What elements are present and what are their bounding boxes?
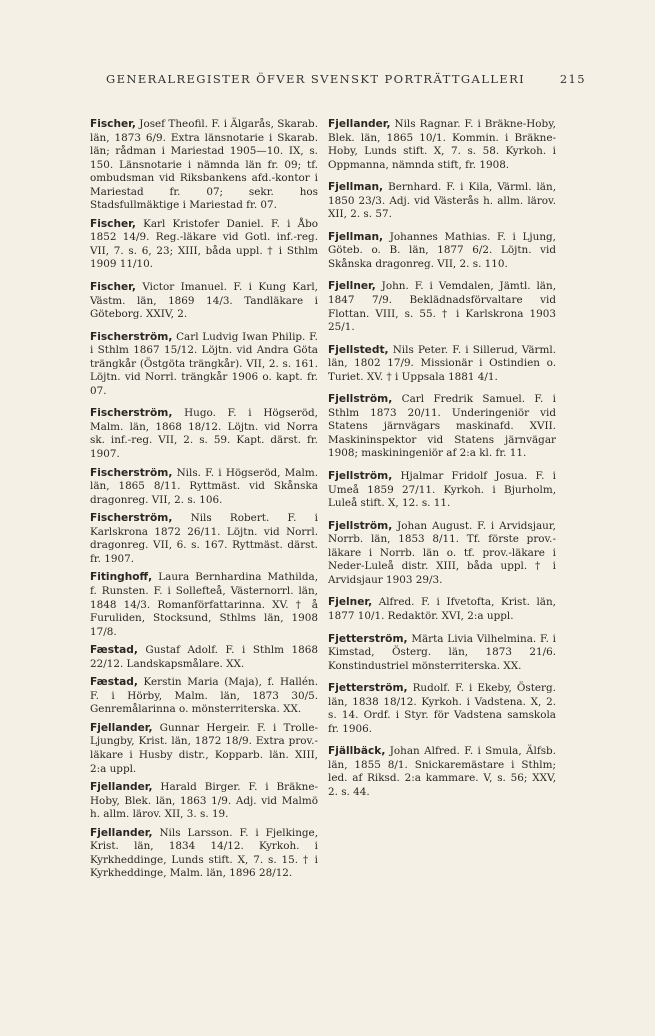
entry-text: Johan Alfred. F. i Smula, Älfsb. län, 1855 8/1. Snickaremästare i Sthlm; led. af Riksd. 2:a kammare. V, s. 56; XXV, 2. s. 44. xyxy=(328,745,556,798)
register-entry xyxy=(90,644,318,671)
register-entry xyxy=(90,331,318,399)
register-entry xyxy=(328,118,556,172)
register-entry xyxy=(328,393,556,461)
entry-surname: Fæstad, xyxy=(90,644,138,657)
register-entry xyxy=(328,280,556,334)
entry-text: Bernhard. F. i Kila, Värml. län, 1850 23/3. Adj. vid Västerås h. allm. lärov. XII, 2. s. 57. xyxy=(328,181,557,221)
entry-surname: Fjellner, xyxy=(328,280,376,293)
register-entry xyxy=(90,512,318,566)
entry-text: Nils Larsson. F. i Fjelkinge, Krist. län, 1834 14/12. Kyrkoh. i Kyrkheddinge, Lunds stift. X, 7. s. 15. † i Kyrkheddinge, Malm. län, 1896 28/12. xyxy=(90,826,318,880)
entry-surname: Fischerström, xyxy=(90,330,173,343)
entry-text: Gustaf Adolf. F. i Sthlm 1868 22/12. Landskapsmålare. XX. xyxy=(90,644,318,670)
entry-text: Harald Birger. F. i Bräkne-Hoby, Blek. län, 1863 1/9. Adj. vid Malmö h. allm. lärov. XII, 3. s. 19. xyxy=(90,781,318,821)
entry-surname: Fischerström, xyxy=(90,407,173,420)
register-entry xyxy=(328,745,556,799)
entry-text: Alfred. F. i Ifvetofta, Krist. län, 1877 10/1. Redaktör. XVI, 2:a uppl. xyxy=(328,596,556,622)
register-entry xyxy=(328,181,556,222)
entry-text: Märta Livia Vilhelmina. F. i Kimstad, Österg. län, 1873 21/6. Konstindustriel mönsterriterska. XX. xyxy=(328,632,556,672)
entry-surname: Fjellman, xyxy=(328,230,384,243)
entry-text: John. F. i Vemdalen, Jämtl. län, 1847 7/9. Beklädnadsförvaltare vid Flottan. VIII, s. 55. † i Karlskrona 1903 25/1. xyxy=(328,280,557,334)
entry-surname: Fischerström, xyxy=(90,466,173,479)
register-entry xyxy=(328,470,556,511)
entry-surname: Fjällbäck, xyxy=(328,745,386,758)
entry-surname: Fjetterström, xyxy=(328,632,408,645)
entry-text: Kerstin Maria (Maja), f. Hallén. F. i Hörby, Malm. län, 1873 30/5. Genremålarinna o. mönsterriterska. XX. xyxy=(90,676,319,716)
register-entry xyxy=(328,633,556,674)
entry-surname: Fischer, xyxy=(90,217,136,230)
register-entry xyxy=(328,596,556,623)
entry-text: Nils Robert. F. i Karlskrona 1872 26/11. Löjtn. vid Norrl. dragonreg. VII, 6. s. 167. Ryttmäst. därst. fr. 1907. xyxy=(90,512,318,565)
entry-text: Victor Imanuel. F. i Kung Karl, Västm. län, 1869 14/3. Tandläkare i Göteborg. XXIV, 2. xyxy=(90,281,318,321)
entry-surname: Fjellander, xyxy=(90,721,153,734)
entry-surname: Fjellström, xyxy=(328,470,393,483)
running-title: GENERALREGISTER ÖFVER SVENSKT PORTRÄTTGALLERI xyxy=(106,72,526,86)
entry-surname: Fjellander, xyxy=(90,781,153,794)
register-entry xyxy=(90,781,318,822)
entry-text: Rudolf. F. i Ekeby, Österg. län, 1838 18/12. Kyrkoh. i Vadstena. X, 2. s. 14. Ordf. i Styr. för Vadstena samskola fr. 1906. xyxy=(328,682,556,735)
entry-surname: Fischer, xyxy=(90,118,136,130)
entry-surname: Fjellström, xyxy=(328,519,393,532)
entry-text: Hjalmar Fridolf Josua. F. i Umeå 1859 27/11. Kyrkoh. i Bjurholm, Luleå stift. X, 12. s. 11. xyxy=(328,470,556,510)
page-header xyxy=(106,72,586,86)
register-entry xyxy=(90,676,318,717)
register-entry xyxy=(90,571,318,639)
register-entry xyxy=(328,520,556,588)
page-number: 215 xyxy=(559,72,586,86)
register-entry xyxy=(90,118,318,213)
entry-surname: Fæstad, xyxy=(90,676,138,689)
register-entry xyxy=(328,344,556,385)
register-entry xyxy=(90,827,318,881)
entry-text: Nils Ragnar. F. i Bräkne-Hoby, Blek. län, 1865 10/1. Kommin. i Bräkne-Hoby, Lunds stift. X, 7. s. 58. Kyrkoh. i Oppmanna, nämnda stift, fr. 1908. xyxy=(328,118,556,171)
left-column xyxy=(90,118,318,886)
entry-surname: Fischerström, xyxy=(90,512,173,525)
entry-text: Josef Theofil. F. i Älgarås, Skarab. län, 1873 6/9. Extra länsnotarie i Skarab. län; rådman i Mariestad 1905—10. IX, s. 150. Länsnotarie i nämnda län fr. 09; tf. ombudsman vid Riksbankens afd.-kontor i Mariestad fr. 07; sekr. hos Stadsfullmäktige i Mariestad fr. 07. xyxy=(90,118,318,212)
register-entry xyxy=(90,218,318,272)
register-entry xyxy=(90,467,318,508)
entry-text: Johannes Mathias. F. i Ljung, Göteb. o. B. län, 1877 6/2. Löjtn. vid Skånska dragonreg. VII, 2. s. 110. xyxy=(328,230,556,270)
entry-text: Karl Kristofer Daniel. F. i Åbo 1852 14/9. Reg.-läkare vid Gotl. inf.-reg. VII, 7. s. 6, 23; XIII, båda uppl. † i Sthlm 1909 11/10. xyxy=(90,217,319,271)
entry-text: Carl Fredrik Samuel. F. i Sthlm 1873 20/11. Underingeniör vid Statens järnvägars maskinafd. XVII. Maskininspektor vid Statens järnvägar 1908; maskiningeniör af 2:a kl. fr. 11. xyxy=(328,393,556,460)
entry-text: Laura Bernhardina Mathilda, f. Runsten. F. i Sollefteå, Västernorrl. län, 1848 14/3. Romanförfattarinna. XV. † å Furuliden, Stocksund, Sthlms län, 1908 17/8. xyxy=(90,571,318,638)
entry-surname: Fjellander, xyxy=(90,826,153,839)
entry-surname: Fjellstedt, xyxy=(328,343,389,356)
entry-text: Johan August. F. i Arvidsjaur, Norrb. län, 1853 8/11. Tf. förste prov.-läkare i Norrb. län o. tf. prov.-läkare i Neder-Luleå distr. XIII, båda uppl. † i Arvidsjaur 1903 29/3. xyxy=(328,519,556,586)
entry-surname: Fjellström, xyxy=(328,393,393,406)
register-entry xyxy=(328,231,556,272)
register-entry xyxy=(90,722,318,776)
entry-surname: Fjellander, xyxy=(328,118,391,130)
entry-text: Hugo. F. i Högseröd, Malm. län, 1868 18/12. Löjtn. vid Norra sk. inf.-reg. VII, 2. s. 59. Kapt. därst. fr. 1907. xyxy=(90,407,318,461)
entry-text: Nils. F. i Högseröd, Malm. län, 1865 8/11. Ryttmäst. vid Skånska dragonreg. VII, 2. s. 106. xyxy=(90,466,318,506)
entry-surname: Fitinghoff, xyxy=(90,571,153,584)
entry-surname: Fjetterström, xyxy=(328,682,408,695)
right-column xyxy=(328,118,556,805)
entry-text: Nils Peter. F. i Sillerud, Värml. län, 1802 17/9. Missionär i Ostindien o. Turiet. XV. † i Uppsala 1881 4/1. xyxy=(328,343,556,383)
entry-surname: Fjellman, xyxy=(328,181,384,194)
register-entry xyxy=(90,281,318,322)
entry-surname: Fischer, xyxy=(90,281,136,294)
register-entry xyxy=(328,682,556,736)
entry-text: Gunnar Hergeir. F. i Trolle-Ljungby, Krist. län, 1872 18/9. Extra prov.-läkare i Husby distr., Kopparb. län. XIII, 2:a uppl. xyxy=(90,721,318,775)
register-entry xyxy=(90,407,318,461)
entry-surname: Fjelner, xyxy=(328,596,373,609)
entry-text: Carl Ludvig Iwan Philip. F. i Sthlm 1867 15/12. Löjtn. vid Andra Göta trängkår (Östgöta trängkår). VII, 2. s. 161. Löjtn. vid Norrl. trängkår 1906 o. kapt. fr. 07. xyxy=(90,330,318,397)
